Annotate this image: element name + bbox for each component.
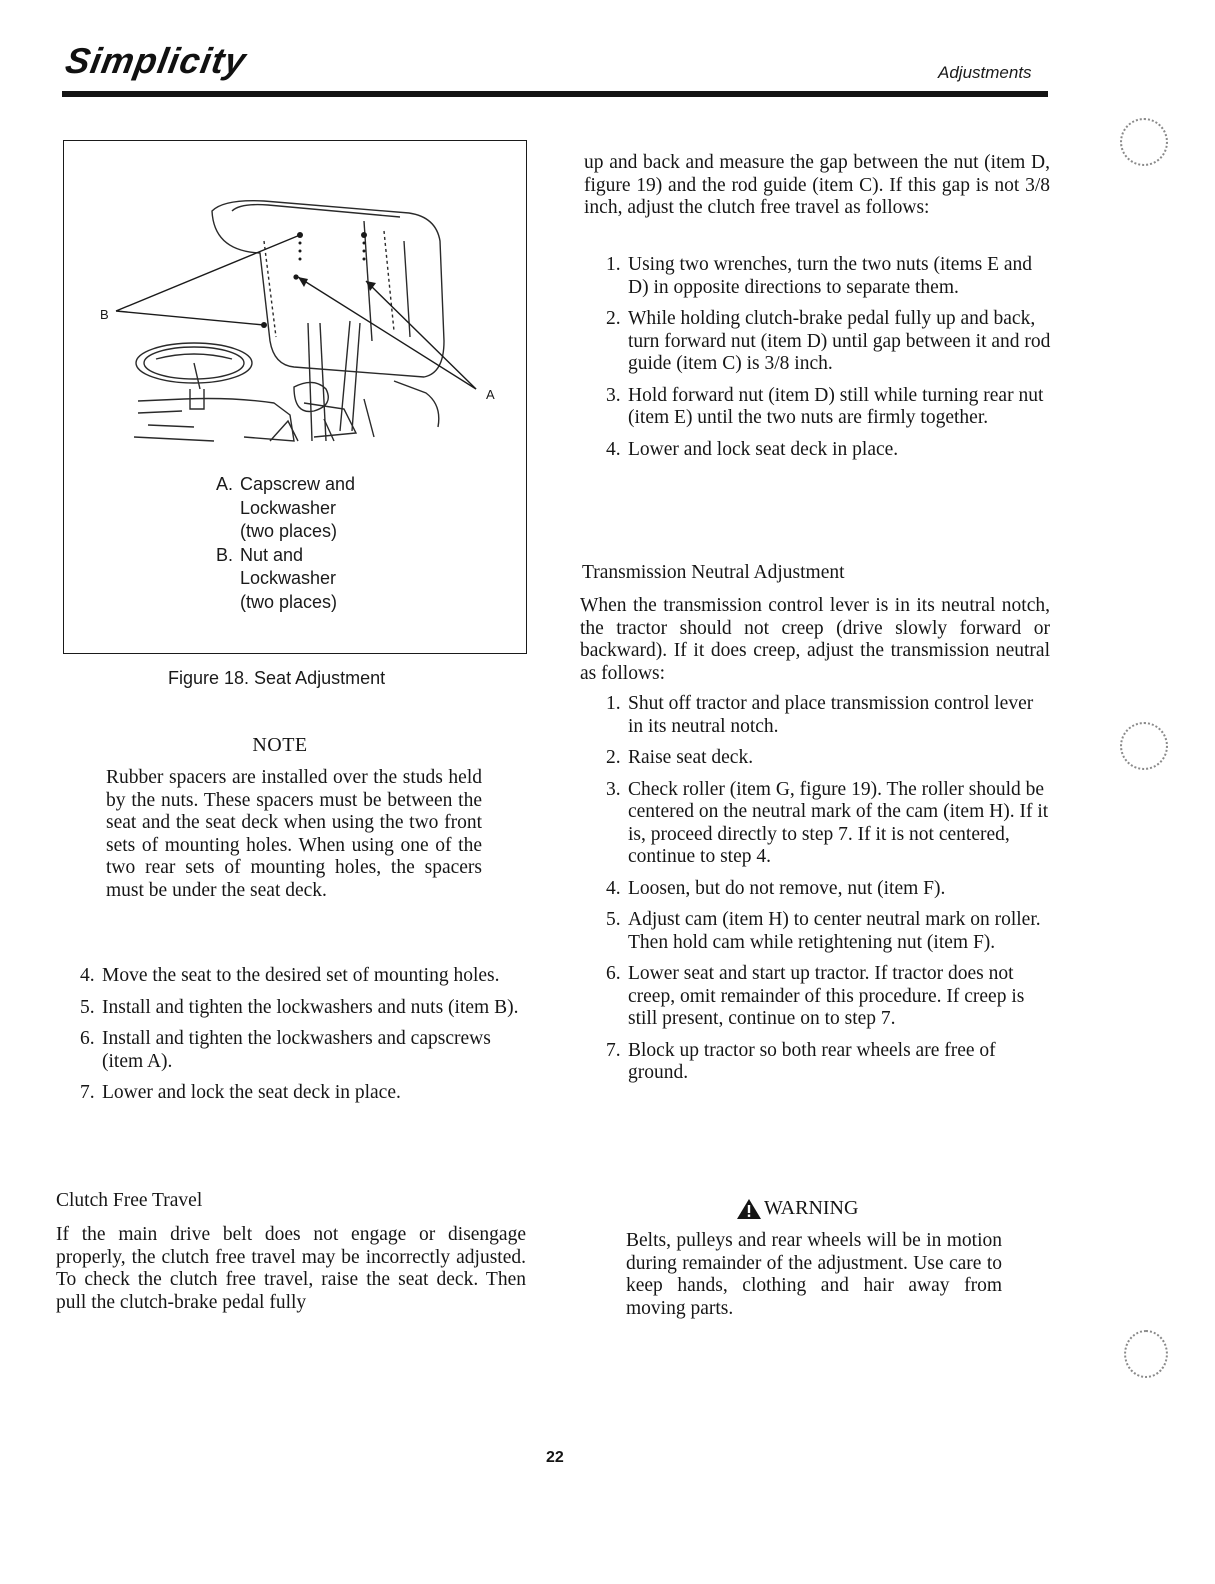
transmission-section-heading: Transmission Neutral Adjustment [582,562,845,583]
step-text: Install and tighten the lockwashers and capscrews (item A). [102,1028,491,1072]
step-number: 7. [606,1039,621,1061]
legend-description [240,544,440,615]
section-title: Adjustments [938,63,1032,82]
step-text: Using two wrenches, turn the two nuts (items E and D) in opposite directions to separate them. [628,254,1033,298]
figure-legend [216,473,440,614]
step-text: Loosen, but do not remove, nut (item F). [628,877,946,899]
step-number: 2. [606,308,621,329]
warning-text: Belts, pulleys and rear wheels will be in motion during remainder of the adjustment. Use care to keep hands, clothing and hair away from moving parts. [626,1230,1002,1319]
step-number: 5. [80,996,95,1018]
step-text: Adjust cam (item H) to center neutral mark on roller. Then hold cam while retightening nut (item F). [628,909,1041,953]
step-number: 1. [606,254,621,275]
binder-hole [1120,118,1168,166]
step-number: 4. [80,965,95,986]
transmission-steps-list [606,693,1052,1094]
seat-deck-illustration [64,141,528,461]
list-item [80,965,530,988]
brand-logo: Simplicity [62,40,250,81]
step-number: 6. [80,1028,95,1049]
legend-item-a [216,473,440,544]
step-number: 1. [606,693,621,714]
list-item [606,909,1052,954]
legend-description [240,473,440,544]
step-text: Block up tractor so both rear wheels are free of ground. [628,1039,996,1083]
list-item [606,779,1052,869]
step-text: Lower and lock seat deck in place. [628,438,899,460]
legend-line: (two places) [240,521,338,541]
step-number: 4. [606,438,621,460]
list-item [606,963,1052,1031]
list-item [606,878,1052,901]
callout-b: B [100,307,109,322]
legend-line: Nut and [240,544,304,565]
list-item [606,385,1052,430]
callout-a: A [486,387,495,402]
step-number: 3. [606,384,621,406]
page-number: 22 [546,1449,564,1466]
list-item [606,254,1052,299]
list-item [606,693,1052,738]
figure-box [63,140,527,654]
header-rule [62,91,1048,97]
legend-letter: B. [216,544,234,565]
figure-caption: Figure 18. Seat Adjustment [168,668,386,688]
list-item [80,997,530,1020]
step-text: Check roller (item G, figure 19). The roller should be centered on the neutral mark of the cam (item H). If it is, proceed directly to step 7. If it is not centered, continue to step 4. [628,778,1049,867]
warning-heading [736,1197,858,1220]
list-item [606,1040,1052,1085]
step-number: 2. [606,747,621,768]
legend-line: Capscrew and [240,474,356,494]
clutch-continuation-text: up and back and measure the gap between the nut (item D, figure 19) and the rod guide (item C). If this gap is not 3/8 inch, adjust the clutch free travel as follows: [584,152,1050,218]
step-number: 5. [606,909,621,930]
legend-line: Lockwasher [240,497,337,518]
note-text: Rubber spacers are installed over the studs held by the nuts. These spacers must be between the seat and the seat deck when using the two front sets of mounting holes. When using one of the two rear sets of mounting holes, the spacers must be under the seat deck. [106,767,482,901]
step-text: Raise seat deck. [628,747,754,768]
clutch-steps-list [606,254,1052,470]
legend-line: Lockwasher [240,568,337,588]
step-text: Install and tighten the lockwashers and nuts (item B). [102,996,519,1018]
step-number: 4. [606,877,621,899]
step-text: Hold forward nut (item D) still while turning rear nut (item E) until the two nuts are firmly together. [628,384,1044,428]
step-text: While holding clutch-brake pedal fully up and back, turn forward nut (item D) until gap between it and rod guide (item C) is 3/8 inch. [628,308,1051,374]
list-item [606,308,1052,376]
seat-steps-list [80,965,530,1114]
step-text: Move the seat to the desired set of mounting holes. [102,965,500,986]
note-title: NOTE [252,734,308,756]
binder-hole [1120,722,1168,770]
legend-line: (two places) [240,591,338,612]
list-item [606,747,1052,770]
list-item [80,1082,530,1105]
step-text: Lower and lock the seat deck in place. [102,1082,401,1103]
transmission-intro-text: When the transmission control lever is in its neutral notch, the tractor should not creep (drive slowly forward or backward). If it does creep, adjust the transmission neutral as follows: [580,595,1050,684]
clutch-section-heading: Clutch Free Travel [56,1190,203,1211]
list-item [80,1028,530,1073]
step-text: Lower seat and start up tractor. If tractor does not creep, omit remainder of this procedure. If creep is still present, continue on to step 7. [628,963,1025,1029]
legend-item-b [216,544,440,615]
warning-title-text: WARNING [764,1197,859,1219]
step-text: Shut off tractor and place transmission control lever in its neutral notch. [628,693,1034,737]
step-number: 7. [80,1082,95,1103]
clutch-intro-text: If the main drive belt does not engage or disengage properly, the clutch free travel may be incorrectly adjusted. To check the clutch free travel, raise the seat deck. Then pull the clutch-brake pedal fully [56,1224,526,1313]
step-number: 6. [606,963,621,984]
binder-hole [1124,1330,1168,1378]
step-number: 3. [606,778,621,800]
list-item [606,439,1052,462]
warning-triangle-icon [736,1198,762,1220]
legend-letter: A. [216,474,234,494]
